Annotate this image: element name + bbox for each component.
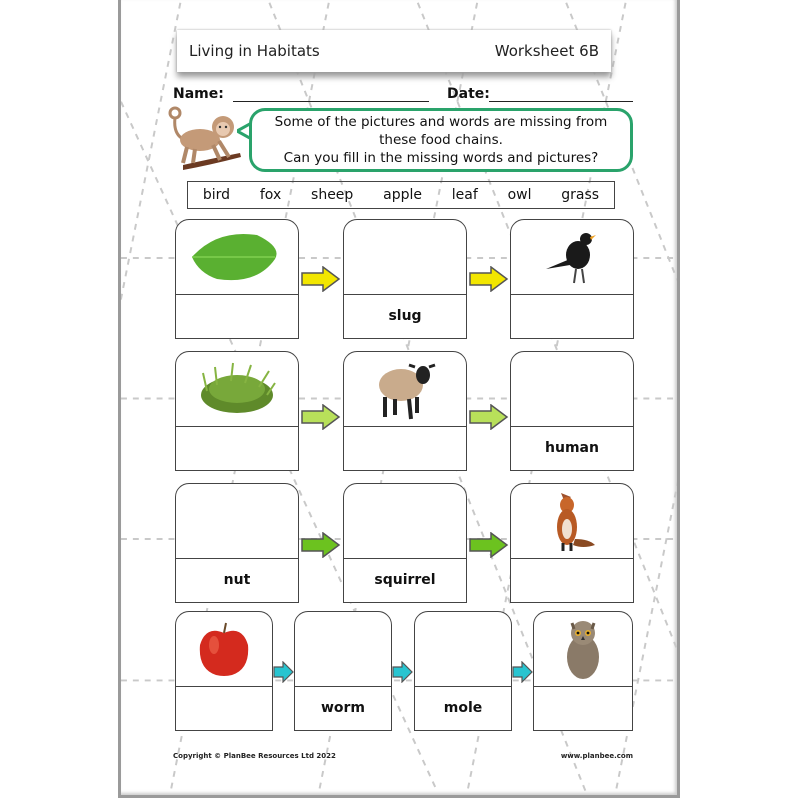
apple-icon: [194, 619, 254, 679]
worksheet-number: Worksheet 6B: [494, 42, 599, 60]
arrow-right-icon: [301, 266, 341, 292]
word-bank-item: fox: [259, 187, 282, 203]
arrow-right-icon: [273, 661, 295, 683]
arrow-right-icon: [469, 266, 509, 292]
name-field[interactable]: [233, 101, 429, 102]
picture-area[interactable]: [344, 220, 466, 294]
food-chain-card: [175, 611, 273, 731]
picture-area[interactable]: [295, 612, 391, 686]
word-area[interactable]: [511, 294, 633, 338]
website-link[interactable]: www.planbee.com: [560, 752, 633, 760]
picture-area[interactable]: [511, 220, 633, 294]
arrow-right-icon: [301, 532, 341, 558]
arrow-right-icon: [512, 661, 534, 683]
worksheet-header: [177, 30, 611, 72]
picture-area[interactable]: [344, 352, 466, 426]
word-bank-item: apple: [383, 187, 422, 203]
word-bank-item: grass: [561, 187, 600, 203]
word-area[interactable]: slug: [388, 308, 422, 324]
date-field[interactable]: [489, 101, 633, 102]
word-bank-item: sheep: [311, 187, 354, 203]
instruction-line: Can you fill in the missing words and pictures?: [283, 150, 599, 166]
food-chain-card: [175, 483, 299, 603]
picture-area[interactable]: [176, 484, 298, 558]
word-area[interactable]: [176, 426, 298, 470]
name-label: Name:: [173, 86, 224, 102]
word-area[interactable]: [344, 426, 466, 470]
worksheet-page: [118, 0, 680, 798]
word-area[interactable]: [511, 558, 633, 602]
food-chain-card: [294, 611, 392, 731]
copyright-text: Copyright © PlanBee Resources Ltd 2022: [173, 752, 336, 760]
picture-area[interactable]: [344, 484, 466, 558]
word-area[interactable]: squirrel: [374, 572, 436, 588]
food-chain-card: [510, 219, 634, 339]
page-footer: [173, 752, 633, 760]
word-bank: [187, 181, 615, 209]
arrow-right-icon: [469, 532, 509, 558]
instruction-line: Some of the pictures and words are missing from: [274, 114, 608, 130]
word-area[interactable]: [534, 686, 632, 730]
date-label: Date:: [447, 86, 490, 102]
instructions-bubble: [249, 108, 633, 172]
grass-icon: [197, 361, 277, 417]
arrow-right-icon: [301, 404, 341, 430]
blackbird-icon: [542, 227, 602, 287]
arrow-right-icon: [469, 404, 509, 430]
picture-area[interactable]: [176, 220, 298, 294]
owl-icon: [558, 617, 608, 681]
arrow-right-icon: [392, 661, 414, 683]
food-chain-card: [510, 483, 634, 603]
food-chain-card: [343, 483, 467, 603]
food-chain-card: [175, 351, 299, 471]
picture-area[interactable]: [415, 612, 511, 686]
food-chain-card: [414, 611, 512, 731]
word-area[interactable]: mole: [443, 700, 483, 716]
picture-area[interactable]: [534, 612, 632, 686]
sheep-icon: [373, 357, 437, 421]
word-bank-item: owl: [507, 187, 532, 203]
food-chain-card: [510, 351, 634, 471]
word-bank-item: bird: [202, 187, 231, 203]
instruction-line: these food chains.: [379, 132, 503, 148]
picture-area[interactable]: [511, 352, 633, 426]
food-chain-card: [533, 611, 633, 731]
word-area[interactable]: nut: [223, 572, 251, 588]
fox-icon: [547, 489, 597, 553]
word-bank-item: leaf: [451, 187, 478, 203]
picture-area[interactable]: [176, 612, 272, 686]
word-area[interactable]: worm: [320, 700, 366, 716]
leaf-icon: [187, 227, 287, 287]
word-area[interactable]: [176, 686, 272, 730]
picture-area[interactable]: [176, 352, 298, 426]
food-chain-card: [175, 219, 299, 339]
worksheet-title: Living in Habitats: [189, 42, 320, 60]
picture-area[interactable]: [511, 484, 633, 558]
word-area[interactable]: human: [545, 440, 599, 456]
monkey-icon: [165, 105, 245, 175]
food-chain-card: [343, 219, 467, 339]
food-chain-card: [343, 351, 467, 471]
word-area[interactable]: [176, 294, 298, 338]
